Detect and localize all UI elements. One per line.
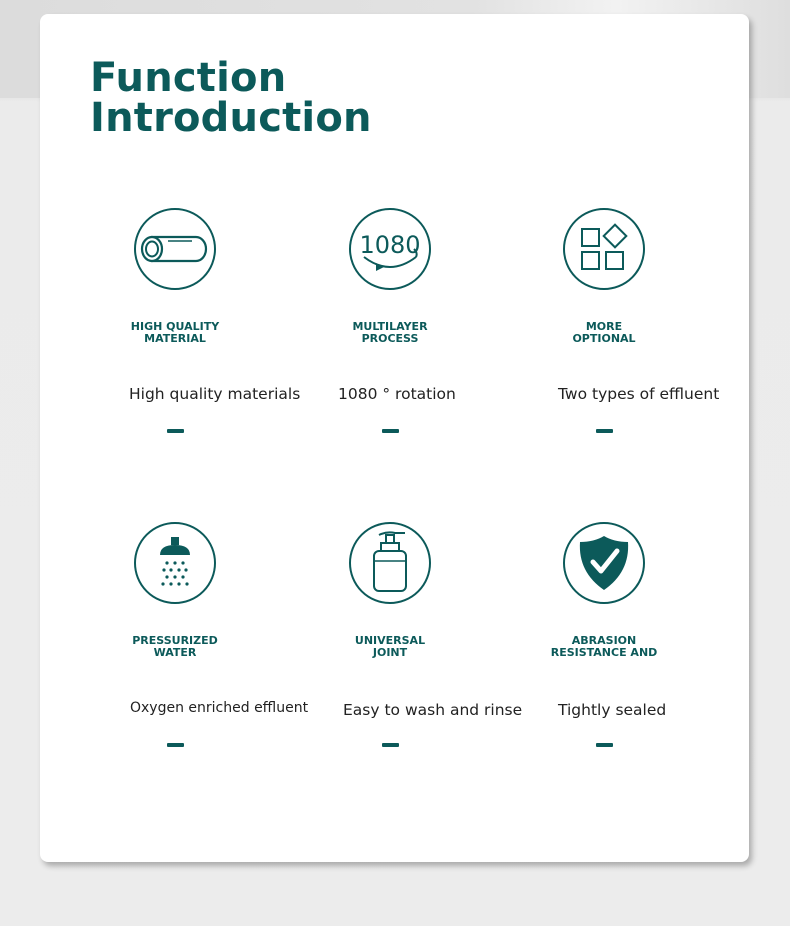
feature-title: HIGH QUALITY MATERIAL — [130, 320, 220, 345]
soap-bottle-icon — [365, 529, 415, 597]
feature-title: MORE OPTIONAL — [572, 320, 636, 345]
feature-title: PRESSURIZED WATER — [132, 634, 218, 659]
bottle-icon-circle — [349, 522, 431, 604]
divider-dash — [382, 743, 399, 747]
pipe-icon-circle — [134, 208, 216, 290]
rotation-number: 1080 — [359, 231, 421, 259]
feature-description: High quality materials — [129, 385, 301, 403]
feature-title: ABRASION RESISTANCE AND — [550, 634, 658, 659]
shower-icon-circle — [134, 522, 216, 604]
rotation-1080-icon — [352, 219, 428, 279]
feature-title: UNIVERSAL JOINT — [354, 634, 426, 659]
pipe-icon — [140, 229, 210, 269]
divider-dash — [382, 429, 399, 433]
shield-check-icon — [574, 532, 634, 594]
divider-dash — [596, 743, 613, 747]
options-icon-circle — [563, 208, 645, 290]
feature-description: Easy to wash and rinse — [343, 701, 523, 719]
divider-dash — [167, 743, 184, 747]
rotation-icon-circle — [349, 208, 431, 290]
feature-title: MULTILAYER PROCESS — [352, 320, 428, 345]
shower-head-icon — [150, 533, 200, 593]
divider-dash — [167, 429, 184, 433]
shield-icon-circle — [563, 522, 645, 604]
feature-description: 1080 ° rotation — [338, 385, 456, 403]
divider-dash — [596, 429, 613, 433]
page-title — [90, 55, 372, 141]
feature-description: Tightly sealed — [558, 701, 667, 719]
feature-description: Two types of effluent — [558, 385, 720, 403]
function-card — [40, 14, 749, 862]
feature-description: Oxygen enriched effluent — [130, 700, 309, 716]
options-grid-icon — [576, 221, 632, 277]
page-title-line-2: Introduction — [90, 95, 372, 141]
page-title-line-1: Function — [90, 55, 287, 101]
